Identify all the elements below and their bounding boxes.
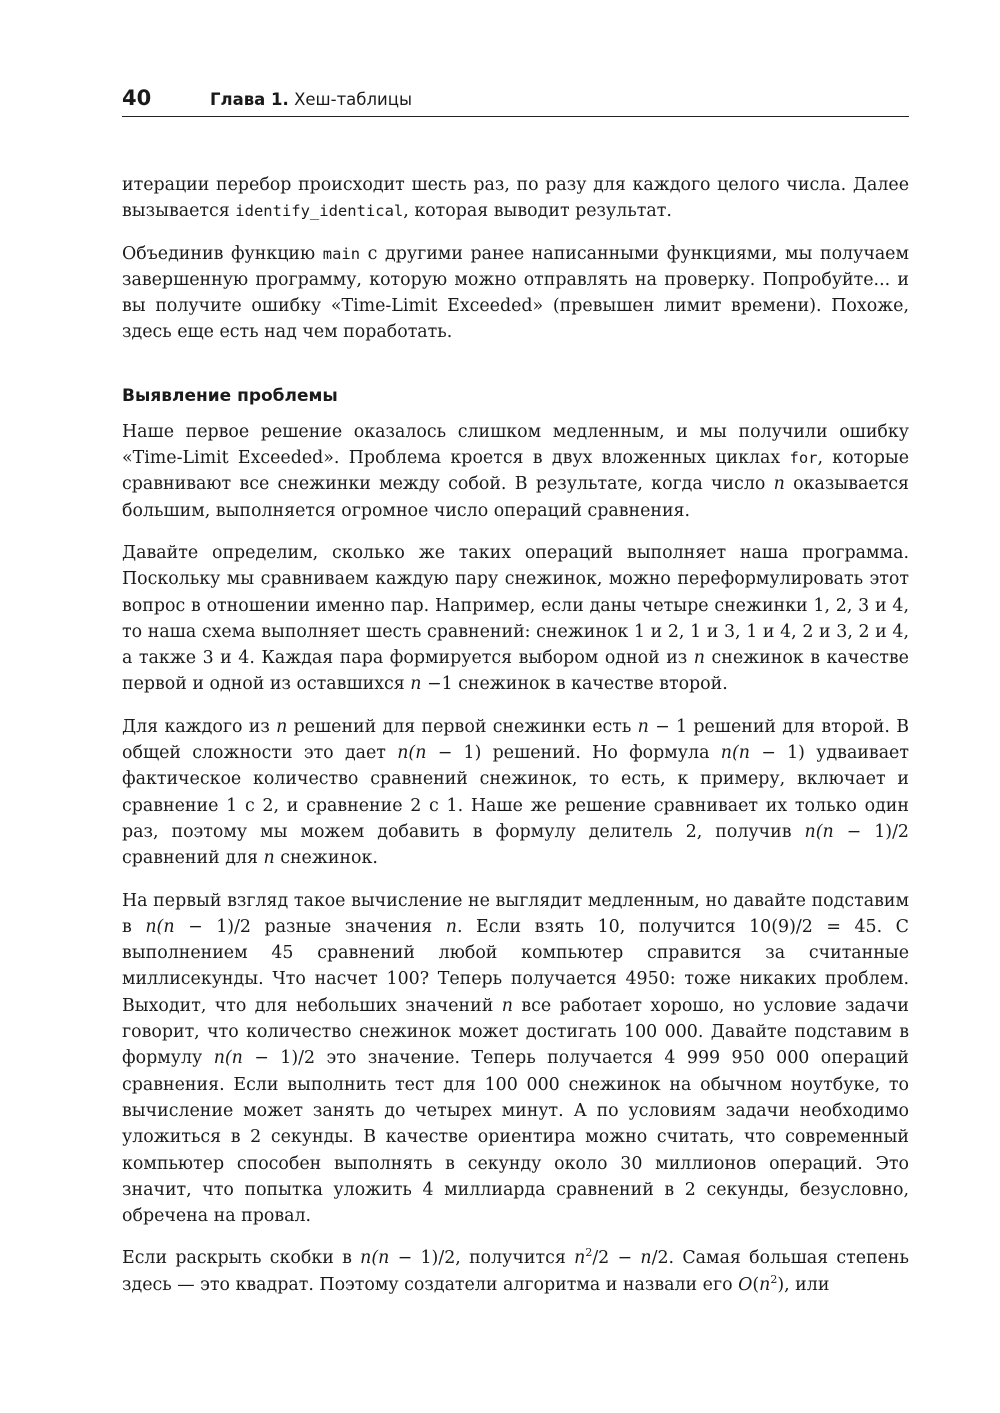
paragraph-1: итерации перебор происходит шесть раз, по разу для каждого целого числа. Далее вызывается identify_identical, которая выводит результат.	[122, 175, 909, 222]
paragraph-5: Для каждого из n решений для первой снежинки есть n − 1 решений для второй. В общей сложности это дает n(n − 1) решений. Но формула n(n − 1) удваивает фактическое количество сравнений снежинок, то есть, к примеру, включает и сравнение 1 с 2, и сравнение 2 с 1. Наше же решение сравнивает их только один раз, поэтому мы можем добавить в формулу делитель 2, получив n(n − 1)/2 сравнений для n снежинок.	[122, 716, 909, 869]
page-body	[122, 172, 909, 1314]
paragraph-7: Если раскрыть скобки в n(n − 1)/2, получится $n^2/2 - n/2$. Самая большая степень здесь — это квадрат. Поэтому создатели алгоритма и назвали его $O(n^2)$, или	[122, 1246, 909, 1295]
inline-code: identify_identical	[235, 202, 404, 221]
chapter-heading	[210, 90, 412, 109]
paragraph-2: Объединив функцию main с другими ранее написанными функциями, мы получаем завершенную программу, которую можно отправлять на проверку. Попробуйте... и вы получите ошибку «Time-Limit Exceeded» (превышен лимит времени). Похоже, здесь еще есть над чем поработать.	[122, 243, 910, 343]
inline-code: main	[322, 244, 361, 263]
running-header	[122, 86, 909, 117]
page-number: 40	[122, 86, 152, 110]
paragraph-6: На первый взгляд такое вычисление не выглядит медленным, но давайте подставим в n(n − 1)/2 разные значения n. Если взять 10, получится 10(9)/2 = 45. С выполнением 45 сравнений любой компьютер справится за считанные миллисекунды. Что насчет 100? Теперь получается 4950: тоже никаких проблем. Выходит, что для небольших значений n все работает хорошо, но условие задачи говорит, что количество снежинок может достигать 100 000. Давайте подставим в формулу n(n − 1)/2 это значение. Теперь получается 4 999 950 000 операций сравнения. Если выполнить тест для 100 000 снежинок на обычном ноутбуке, то вычисление может занять до четырех минут. А по условиям задачи необходимо уложиться в 2 секунды. В качестве ориентира можно считать, что современный компьютер способен выполнять в секунду около 30 миллионов операций. Это значит, что попытка уложить 4 миллиарда сравнений в 2 секунды, безусловно, обречена на провал.	[122, 890, 910, 1227]
section-title: Выявление проблемы	[122, 385, 338, 406]
chapter-title: Хеш-таблицы	[294, 90, 412, 109]
paragraph-4: Давайте определим, сколько же таких операций выполняет наша программа. Поскольку мы сравниваем каждую пару снежинок, можно переформулировать этот вопрос в отношении именно пар. Например, если даны четыре снежинки 1, 2, 3 и 4, то наша схема выполняет шесть сравнений: снежинок 1 и 2, 1 и 3, 1 и 4, 2 и 3, 2 и 4, а также 3 и 4. Каждая пара формируется выбором одной из n снежинок в качестве первой и одной из оставшихся n −1 снежинок в качестве второй.	[122, 542, 909, 695]
chapter-label: Глава 1.	[210, 90, 289, 109]
paragraph-3: Наше первое решение оказалось слишком медленным, и мы получили ошибку «Time-Limit Exceeded». Проблема кроется в двух вложенных циклах for, которые сравнивают все снежинки между собой. В результате, когда число n оказывается большим, выполняется огромное число операций сравнения.	[122, 421, 909, 521]
inline-code: for	[789, 449, 818, 468]
